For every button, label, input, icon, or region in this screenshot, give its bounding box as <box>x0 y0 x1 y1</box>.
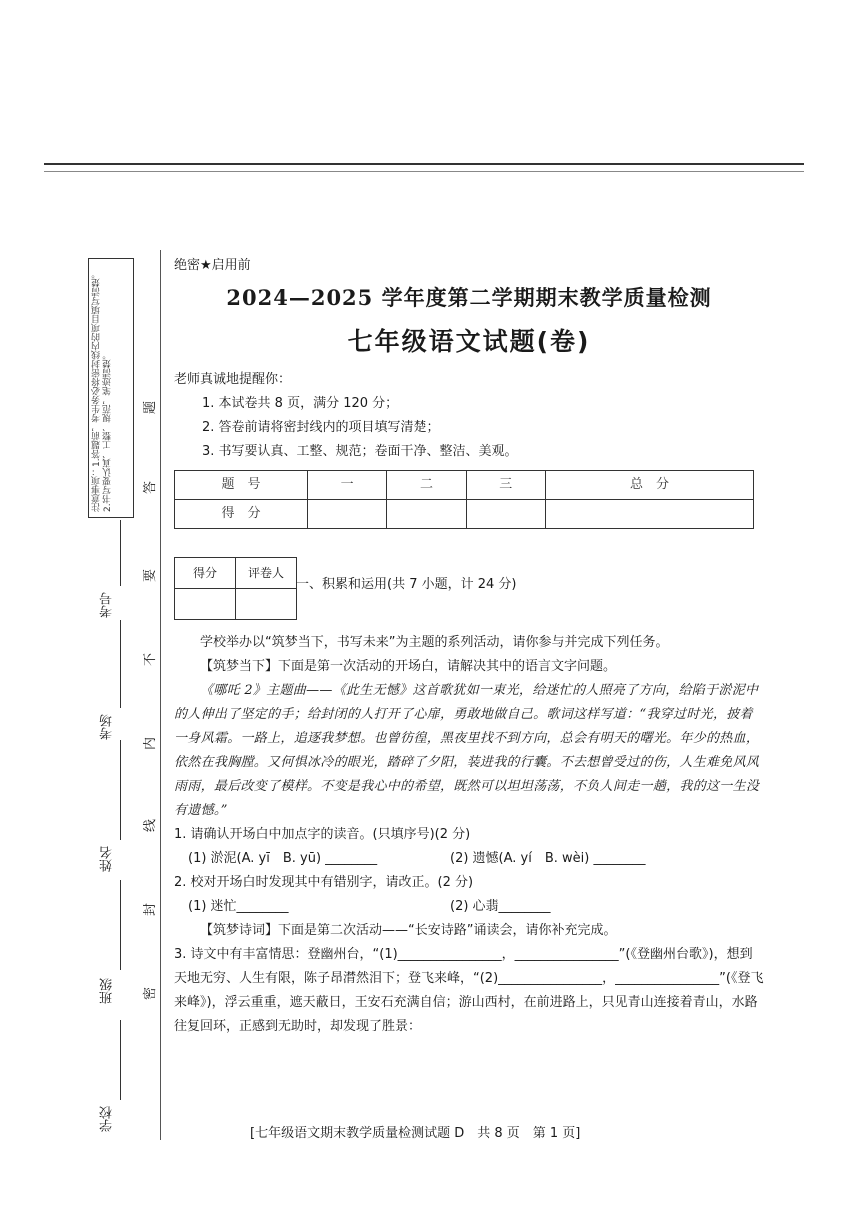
exam-title: 2024—2025 学年度第二学期期末教学质量检测 <box>226 285 712 310</box>
field-name: 姓名 <box>100 846 115 872</box>
question-2: 2. 校对开场白时发现其中有错别字，请改正。(2 分) <box>174 875 474 890</box>
field-room: 考场 <box>100 714 115 740</box>
notice-text: 注意事项：1.答题前，考生务必将密封线内的项目填写清楚。2.书写要认真、工整、规范，笔迹清楚。 <box>92 269 113 512</box>
score-cell: 题 号 <box>175 471 308 500</box>
seal-char-6: 线 <box>143 818 159 833</box>
grader-score-cell[interactable] <box>175 589 236 620</box>
seal-char-3: 要 <box>143 568 159 583</box>
exam-subtitle: 七年级语文试题(卷) <box>347 327 591 356</box>
field-room-line <box>120 620 121 708</box>
score-table-header-row <box>175 471 754 500</box>
scan-edge-line-top <box>44 163 804 165</box>
section1-header <box>174 557 764 621</box>
reminder-item-2: 2. 答卷前请将密封线内的项目填写清楚； <box>202 420 440 435</box>
secret-label: 绝密★启用前 <box>174 258 251 273</box>
seal-char-8: 密 <box>143 986 159 1001</box>
grader-table <box>174 557 297 620</box>
scan-edge-line-bottom <box>44 171 804 172</box>
field-class: 班级 <box>100 978 115 1004</box>
score-table <box>174 470 754 529</box>
task2-heading: 【筑梦诗词】下面是第二次活动——“长安诗路”诵读会，请你补充完成。 <box>200 923 617 938</box>
question-1a[interactable]: (1) 淤泥(A. yī B. yū) ________ <box>188 851 378 866</box>
score-cell: 得 分 <box>175 500 308 529</box>
question-2-options <box>174 895 764 919</box>
question-1-options <box>174 847 764 871</box>
score-input-cell[interactable] <box>308 500 387 529</box>
score-cell: 三 <box>466 471 545 500</box>
reminder-heading: 老师真诚地提醒你： <box>174 372 292 387</box>
question-3[interactable]: 3. 诗文中有丰富情思：登幽州台，“(1)________________，________________”(《登幽州台歌》)，想到天地无穷、人生有限，陈子昂潸然泪下；登飞来峰，“(2)________________，________________”(《登飞来峰》)，浮云重重，遮天蔽日，王安石充满自信；游山西村，在前进路上，只见青山连接着青山，水路往复回环，正感到无助时，却发现了胜景： <box>174 947 764 1034</box>
score-input-cell[interactable] <box>545 500 753 529</box>
activity-intro: 学校举办以“筑梦当下，书写未来”为主题的系列活动，请你参与并完成下列任务。 <box>200 635 669 650</box>
score-input-cell[interactable] <box>387 500 466 529</box>
seal-line <box>160 250 161 1140</box>
page-footer: [七年级语文期末教学质量检测试题 D 共 8 页 第 1 页] <box>250 1126 581 1141</box>
seal-char-4: 不 <box>143 652 159 667</box>
exam-content <box>174 250 764 1039</box>
task1-heading: 【筑梦当下】下面是第一次活动的开场白，请解决其中的语言文字问题。 <box>200 659 617 674</box>
field-name-line <box>120 740 121 840</box>
field-exam-number-line <box>120 520 121 586</box>
score-cell: 二 <box>387 471 466 500</box>
score-input-cell[interactable] <box>466 500 545 529</box>
reminder-item-3: 3. 书写要认真、工整、规范；卷面干净、整洁、美观。 <box>202 444 518 459</box>
field-class-line <box>120 880 121 970</box>
seal-char-7: 封 <box>143 902 159 917</box>
grader-name-cell[interactable] <box>236 589 297 620</box>
lyrics-passage: 《哪吒 2》主题曲——《此生无憾》这首歌犹如一束光，给迷忙的人照亮了方向，给陷于淤泥中的人伸出了坚定的手；给封闭的人打开了心扉，勇敢地做自己。歌词这样写道：“我穿过时光，披着一身风霜。一路上，追逐我梦想。也曾彷徨，黑夜里找不到方向，总会有明天的曙光。年少的热血，依然在我胸膛。又何惧冰冷的眼光，踏碎了夕阳，装进我的行囊。不去想曾受过的伤，人生难免风风雨雨，最后改变了模样。不变是我心中的希望，既然可以坦坦荡荡，不负人间走一趟，我的这一生没有遗憾。” <box>174 683 760 818</box>
score-table-score-row <box>175 500 754 529</box>
field-exam-number: 考号 <box>100 592 115 618</box>
question-2a[interactable]: (1) 迷忙________ <box>188 899 289 914</box>
seal-char-5: 内 <box>143 736 159 751</box>
score-cell: 一 <box>308 471 387 500</box>
grader-header-grader: 评卷人 <box>236 558 297 589</box>
reminder-item-1: 1. 本试卷共 8 页，满分 120 分； <box>202 396 399 411</box>
question-1b[interactable]: (2) 遗憾(A. yí B. wèi) ________ <box>450 851 646 866</box>
field-school: 学校 <box>100 1106 115 1132</box>
question-2b[interactable]: (2) 心翡________ <box>450 899 551 914</box>
section1-title: 一、积累和运用(共 7 小题，计 24 分) <box>296 577 517 592</box>
question-1: 1. 请确认开场白中加点字的读音。(只填序号)(2 分) <box>174 827 471 842</box>
field-school-line <box>120 1020 121 1100</box>
seal-char-2: 答 <box>143 480 159 495</box>
grader-header-score: 得分 <box>175 558 236 589</box>
seal-char-1: 题 <box>143 400 159 415</box>
score-cell: 总 分 <box>545 471 753 500</box>
